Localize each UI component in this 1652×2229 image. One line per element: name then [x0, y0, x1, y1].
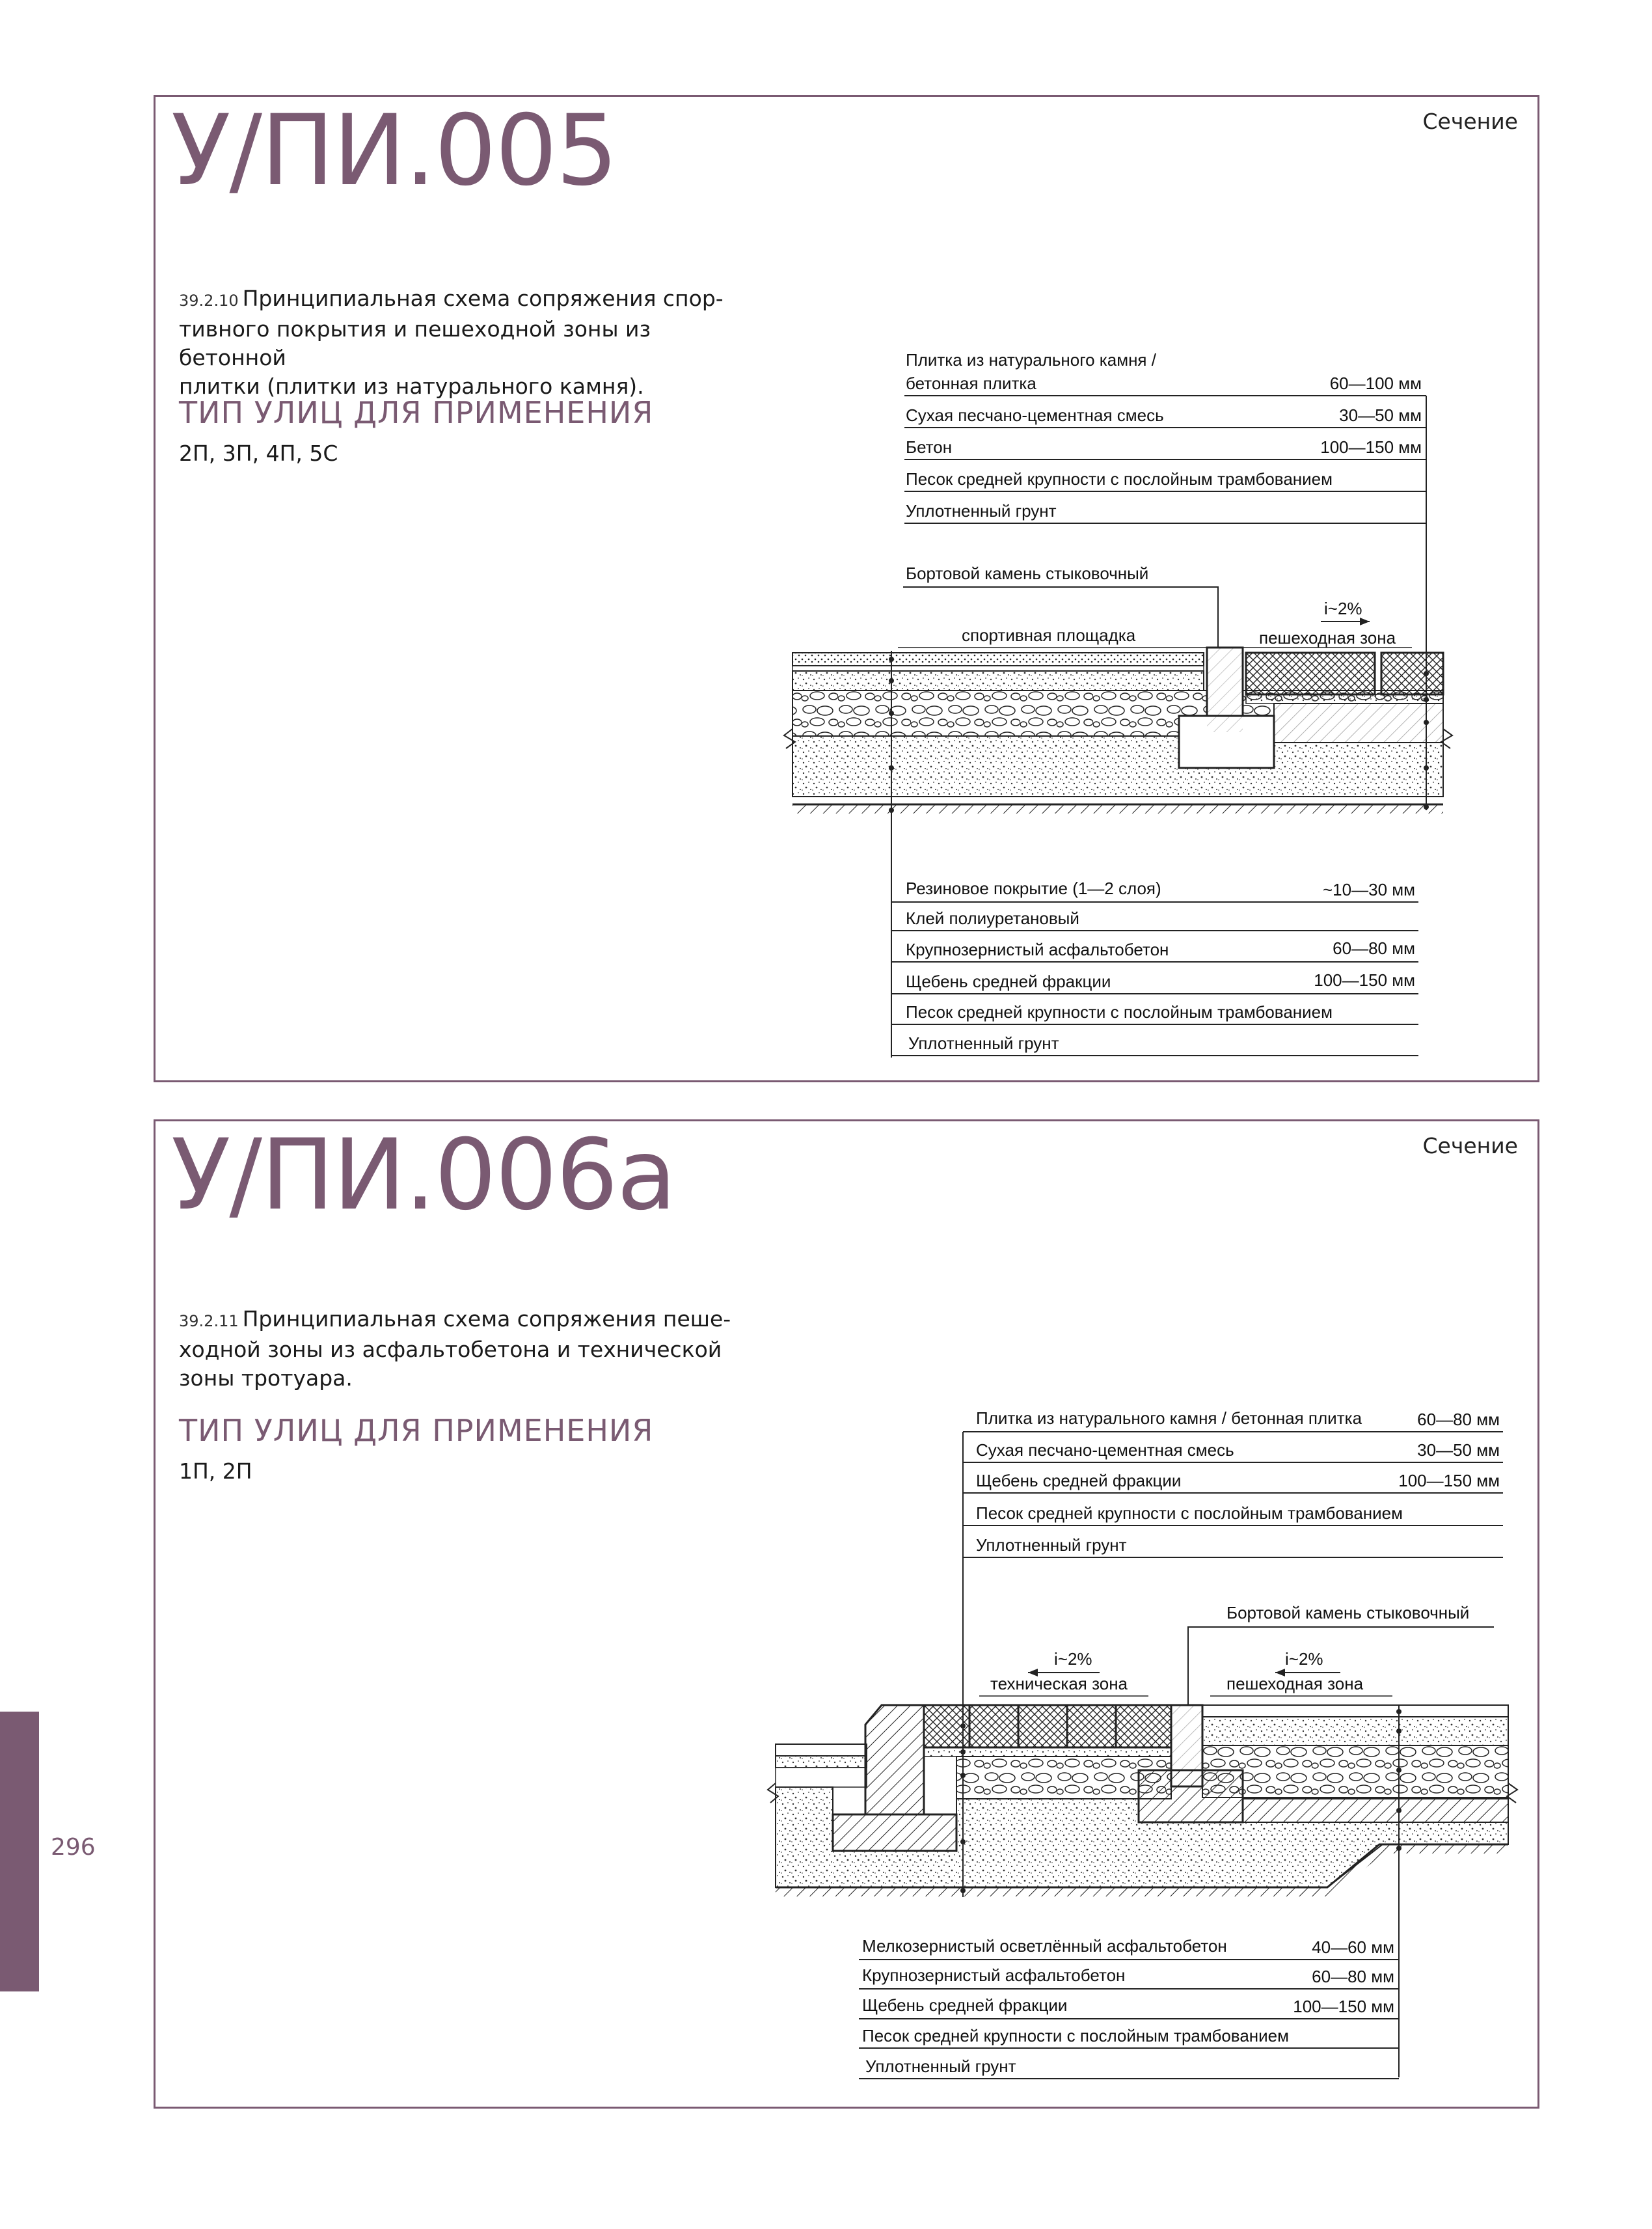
layer-value: 60—80 мм — [1312, 1967, 1394, 1986]
layer-label: Резиновое покрытие (1—2 слоя) — [906, 879, 1161, 898]
layer-value: 30—50 мм — [1339, 405, 1422, 425]
layer-label: Щебень средней фракции — [976, 1471, 1182, 1490]
layer-label: Песок средней крупности с послойным трамбованием — [976, 1503, 1403, 1523]
layer-label: Бетон — [906, 437, 953, 457]
layer-label: Песок средней крупности с послойным трамбованием — [906, 469, 1333, 489]
layer-label: Уплотненный грунт — [976, 1535, 1127, 1555]
cross-section — [768, 1705, 1652, 2077]
layer-label: Крупнозернистый асфальтобетон — [906, 940, 1169, 959]
layer-label: Сухая песчано-цементная смесь — [906, 405, 1164, 425]
layer-label: Крупнозернистый асфальтобетон — [862, 1965, 1126, 1985]
layer-value: 60—80 мм — [1333, 938, 1415, 958]
layer-value: 100—150 мм — [1398, 1471, 1500, 1490]
card-code: У/ПИ.006а — [171, 1119, 675, 1232]
layer-label: Песок средней крупности с послойным трамбованием — [862, 2026, 1289, 2045]
section-label: Сечение — [1422, 109, 1518, 134]
layer-value: 60—80 мм — [1417, 1410, 1500, 1429]
street-type-values: 1П, 2П — [179, 1458, 252, 1484]
description-line: Принципиальная схема сопряжения пеше- — [242, 1306, 731, 1332]
layer-label: Уплотненный грунт — [908, 1033, 1059, 1053]
layer-value: ~10—30 мм — [1323, 880, 1415, 899]
description-line: зоны тротуара. — [179, 1365, 353, 1391]
zone-label-left: техническая зона — [990, 1674, 1128, 1693]
slope-label: i~2% — [1324, 599, 1362, 618]
layer-value: 60—100 мм — [1329, 374, 1422, 393]
layer-label: Плитка из натурального камня / бетонная плитка — [976, 1408, 1362, 1428]
layer-label: Плитка из натурального камня / — [906, 350, 1156, 370]
zone-label-right: пешеходная зона — [1259, 628, 1396, 648]
layer-label: Щебень средней фракции — [862, 1995, 1068, 2015]
description-number: 39.2.10 — [179, 292, 239, 310]
layer-label: бетонная плитка — [906, 374, 1036, 393]
description-line: Принципиальная схема сопряжения спор- — [242, 286, 724, 311]
curb-label: Бортовой камень стыковочный — [1226, 1603, 1470, 1622]
description-line: ходной зоны из асфальтобетона и технической — [179, 1337, 722, 1362]
layer-label: Сухая песчано-цементная смесь — [976, 1440, 1234, 1460]
section-label: Сечение — [1422, 1133, 1518, 1158]
curb-label: Бортовой камень стыковочный — [906, 564, 1149, 583]
zone-label-right: пешеходная зона — [1226, 1674, 1364, 1693]
layer-value: 100—150 мм — [1314, 970, 1415, 990]
description-line: тивного покрытия и пешеходной зоны из бетонной — [179, 316, 651, 370]
street-type-heading: ТИП УЛИЦ ДЛЯ ПРИМЕНЕНИЯ — [179, 395, 654, 430]
layer-label: Клей полиуретановый — [906, 909, 1079, 928]
layer-value: 40—60 мм — [1312, 1937, 1394, 1957]
layer-label: Песок средней крупности с послойным трамбованием — [906, 1002, 1333, 1022]
layer-label: Щебень средней фракции — [906, 972, 1111, 991]
side-tab — [0, 1712, 39, 1991]
street-type-heading: ТИП УЛИЦ ДЛЯ ПРИМЕНЕНИЯ — [179, 1413, 654, 1448]
street-type-values: 2П, 3П, 4П, 5С — [179, 441, 338, 466]
layer-label: Уплотненный грунт — [906, 501, 1057, 521]
slope-label-left: i~2% — [1054, 1649, 1092, 1669]
layer-label: Уплотненный грунт — [865, 2057, 1016, 2076]
layer-value: 30—50 мм — [1417, 1440, 1500, 1460]
description-number: 39.2.11 — [179, 1312, 239, 1330]
bottom-layer-table — [859, 1936, 1399, 2079]
layer-label: Мелкозернистый осветлённый асфальтобетон — [862, 1936, 1227, 1956]
top-layer-table — [963, 1408, 1503, 1712]
layer-value: 100—150 мм — [1293, 1997, 1394, 2016]
page-number: 296 — [51, 1834, 96, 1861]
card-code: У/ПИ.005 — [171, 94, 617, 208]
zone-label-left: спортивная площадка — [962, 625, 1136, 645]
description-line: плитки (плитки из натурального камня). — [179, 374, 644, 399]
layer-value: 100—150 мм — [1320, 437, 1422, 457]
slope-label-right: i~2% — [1285, 1649, 1323, 1669]
